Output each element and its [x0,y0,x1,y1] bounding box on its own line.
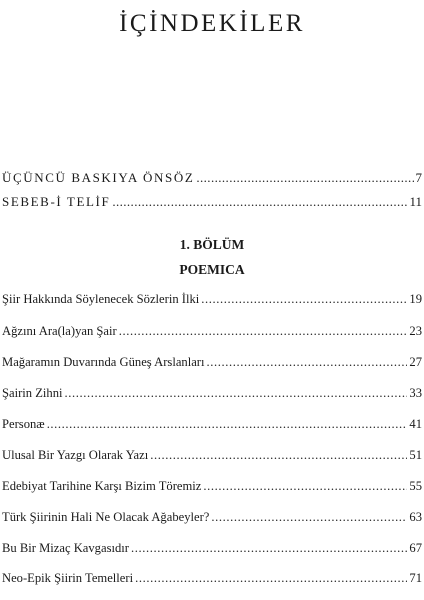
toc-entry[interactable] [2,570,422,586]
toc-entry-label: Bu Bir Mizaç Kavgasıdır [2,541,129,555]
dot-leader [207,354,408,370]
toc-page-number: 19 [409,292,422,306]
dot-leader [211,509,407,525]
toc-entry-label: Mağaramın Duvarında Güneş Arslanları [2,355,205,369]
toc-page-number: 55 [409,479,422,493]
toc-entry[interactable] [2,509,422,525]
dot-leader [112,194,407,210]
toc-page-number: 27 [409,355,422,369]
toc-entry-label: Şiir Hakkında Söylenecek Sözlerin İlki [2,292,200,306]
dot-leader [150,447,407,463]
toc-entry-label: Neo-Epik Şiirin Temelleri [2,571,134,585]
toc-page-number: 23 [409,324,422,338]
section-number: 1. BÖLÜM [179,237,245,252]
toc-entry[interactable] [2,416,422,432]
toc-entry[interactable] [2,354,422,370]
toc-entry-label: Edebiyat Tarihine Karşı Bizim Töremiz [2,479,202,493]
dot-leader [201,291,407,307]
toc-entry[interactable] [2,323,422,339]
toc-page-number: 41 [409,417,422,431]
dot-leader [196,170,413,186]
dot-leader [65,385,408,401]
toc-page-number: 51 [409,448,422,462]
toc-entry[interactable] [2,540,422,556]
toc-page-number: 11 [409,194,422,209]
toc-entry-sebeb-i-telif[interactable] [2,194,422,210]
toc-entry-preface[interactable] [2,170,422,186]
dot-leader [131,540,407,556]
toc-entry-label: Şairin Zihni [2,386,63,400]
toc-entry[interactable] [2,291,422,307]
toc-entry[interactable] [2,385,422,401]
toc-entry-label: SEBEB-İ TELİF [2,194,111,209]
toc-entry[interactable] [2,478,422,494]
toc-entry-label: ÜÇÜNCÜ BASKIYA ÖNSÖZ [2,170,195,185]
dot-leader [47,416,408,432]
toc-page-number: 7 [415,170,422,185]
dot-leader [135,570,407,586]
toc-entry[interactable] [2,447,422,463]
toc-entry-label: Personæ [2,417,45,431]
section-name: POEMICA [179,262,245,277]
dot-leader [119,323,408,339]
toc-page-number: 71 [409,571,422,585]
toc-entry-label: Ulusal Bir Yazgı Olarak Yazı [2,448,149,462]
toc-page-number: 33 [409,386,422,400]
page-title: İÇİNDEKİLER [119,10,305,37]
toc-entry-label: Ağzını Ara(la)yan Şair [2,324,117,338]
toc-page-number: 63 [409,510,422,524]
toc-page-number: 67 [409,541,422,555]
toc-entry-label: Türk Şiirinin Hali Ne Olacak Ağabeyler? [2,510,210,524]
dot-leader [203,478,407,494]
